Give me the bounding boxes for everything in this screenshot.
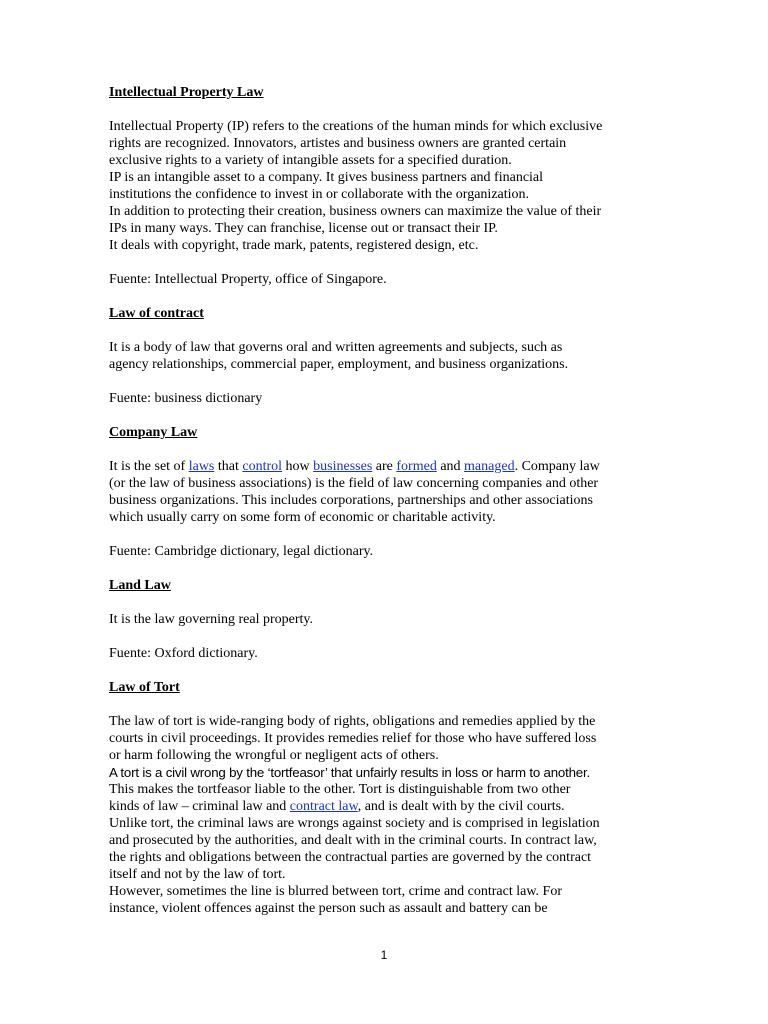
source-line: Fuente: Intellectual Property, office of Singapore. bbox=[109, 272, 387, 287]
link-formed[interactable]: formed bbox=[396, 459, 437, 474]
body-line: IP is an intangible asset to a company. It gives business partners and financial bbox=[109, 170, 544, 185]
body-line: It deals with copyright, trade mark, patents, registered design, etc. bbox=[109, 238, 479, 253]
heading-land-law: Land Law bbox=[109, 578, 171, 593]
body-line: Intellectual Property (IP) refers to the creations of the human minds for which exclusive bbox=[109, 119, 603, 134]
body-line-with-link bbox=[109, 798, 669, 815]
body-line: In addition to protecting their creation, business owners can maximize the value of their bbox=[109, 204, 602, 219]
body-line: It is the law governing real property. bbox=[109, 612, 313, 627]
body-line: institutions the confidence to invest in or collaborate with the organization. bbox=[109, 187, 530, 202]
body-line: which usually carry on some form of economic or charitable activity. bbox=[109, 510, 496, 525]
link-contract-law[interactable]: contract law bbox=[289, 799, 358, 814]
body-line: exclusive rights to a variety of intangible assets for a specified duration. bbox=[109, 153, 512, 168]
text-span: , and is dealt with by the civil courts. bbox=[357, 799, 565, 814]
heading-intellectual-property-law: Intellectual Property Law bbox=[109, 85, 264, 100]
heading-law-of-tort: Law of Tort bbox=[109, 680, 180, 695]
text-span: and bbox=[436, 459, 465, 474]
body-line: business organizations. This includes corporations, partnerships and other associations bbox=[109, 493, 593, 508]
body-line: IPs in many ways. They can franchise, license out or transact their IP. bbox=[109, 221, 498, 236]
text-span: kinds of law – criminal law and bbox=[109, 799, 290, 814]
source-line: Fuente: business dictionary bbox=[109, 391, 263, 406]
source-line: Fuente: Oxford dictionary. bbox=[109, 646, 258, 661]
source-line: Fuente: Cambridge dictionary, legal dictionary. bbox=[109, 544, 374, 559]
page-number: 1 bbox=[380, 948, 388, 962]
body-line: itself and not by the law of tort. bbox=[109, 867, 286, 882]
body-line: instance, violent offences against the person such as assault and battery can be bbox=[109, 901, 548, 916]
document-body bbox=[109, 84, 669, 917]
body-line: courts in civil proceedings. It provides remedies relief for those who have suffered loss bbox=[109, 731, 597, 746]
body-line-sans: A tort is a civil wrong by the ‘tortfeasor’ that unfairly results in loss or harm to another. bbox=[109, 765, 590, 780]
body-line: the rights and obligations between the contractual parties are governed by the contract bbox=[109, 850, 592, 865]
body-line: agency relationships, commercial paper, employment, and business organizations. bbox=[109, 357, 569, 372]
text-span: . Company law bbox=[514, 459, 600, 474]
text-span: are bbox=[372, 459, 397, 474]
text-span: that bbox=[214, 459, 243, 474]
link-laws[interactable]: laws bbox=[188, 459, 215, 474]
body-line: or harm following the wrongful or negligent acts of others. bbox=[109, 748, 439, 763]
link-managed[interactable]: managed bbox=[464, 459, 515, 474]
heading-law-of-contract: Law of contract bbox=[109, 306, 204, 321]
body-line: Unlike tort, the criminal laws are wrongs against society and is comprised in legislation bbox=[109, 816, 600, 831]
body-line: and prosecuted by the authorities, and dealt with in the criminal courts. In contract law, bbox=[109, 833, 597, 848]
text-span: It is the set of bbox=[109, 459, 189, 474]
body-line: It is a body of law that governs oral and written agreements and subjects, such as bbox=[109, 340, 563, 355]
text-span: how bbox=[282, 459, 314, 474]
link-businesses[interactable]: businesses bbox=[313, 459, 373, 474]
link-control[interactable]: control bbox=[242, 459, 283, 474]
body-line: The law of tort is wide-ranging body of rights, obligations and remedies applied by the bbox=[109, 714, 596, 729]
body-line-with-links bbox=[109, 458, 669, 475]
body-line: (or the law of business associations) is the field of law concerning companies and other bbox=[109, 476, 599, 491]
heading-company-law: Company Law bbox=[109, 425, 198, 440]
body-line: This makes the tortfeasor liable to the other. Tort is distinguishable from two other bbox=[109, 782, 571, 797]
body-line: However, sometimes the line is blurred between tort, crime and contract law. For bbox=[109, 884, 562, 899]
body-line: rights are recognized. Innovators, artistes and business owners are granted certain bbox=[109, 136, 567, 151]
